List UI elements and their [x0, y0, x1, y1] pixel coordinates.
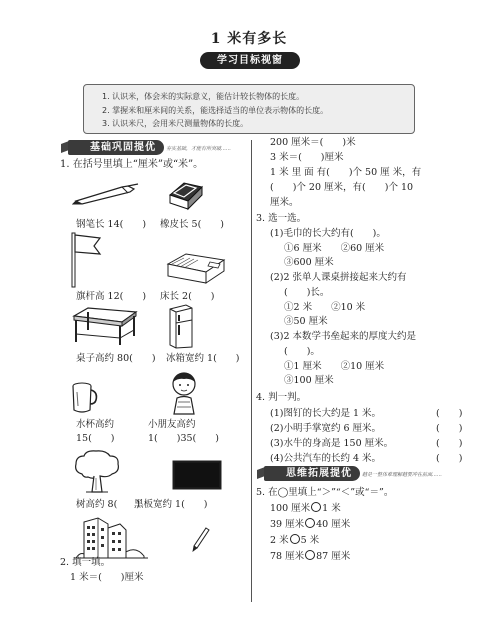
- q3-line: (1)毛巾的长大约有( )。: [270, 228, 386, 239]
- tree-image: [72, 450, 122, 494]
- q3-option: ③100 厘米: [284, 375, 334, 386]
- cup-image: [70, 380, 98, 414]
- q2-line: 厘米。: [270, 197, 299, 208]
- objective-item: 1. 认识米，体会米的实际意义，能估计较长物体的长度。: [102, 92, 305, 101]
- q1-item-child: 小朋友高约: [148, 419, 196, 430]
- q5-row: [270, 534, 319, 548]
- compare-circle[interactable]: [290, 534, 300, 544]
- q1-item-bed: 床长 2( ): [160, 291, 215, 302]
- q5-left: 100 厘米: [270, 503, 311, 514]
- table-image: [72, 306, 138, 346]
- q4-statement: (1)图钉的长大约是 1 米。: [270, 408, 382, 419]
- q3-option: ①2 米 ②10 米: [284, 302, 366, 313]
- q4-statement: (4)公共汽车的长约 4 米。: [270, 453, 382, 464]
- q3-option: ①6 厘米 ②60 厘米: [284, 243, 385, 254]
- objectives-banner: 学习目标视窗: [200, 52, 300, 69]
- column-divider: [251, 140, 252, 602]
- section1-header: [60, 140, 250, 156]
- q3-line: ( )。: [284, 346, 320, 357]
- q1-item-child-answer: 1( )35( ): [148, 433, 219, 444]
- q2-line: 1 米 里 面 有( )个 50 厘 米，有: [270, 167, 422, 178]
- q2-line: ( )个 20 厘米，有( )个 10: [270, 182, 414, 193]
- objective-item: 2. 掌握米和厘米间的关系，能选择适当的单位表示物体的长度。: [102, 105, 329, 115]
- q1-item-table: 桌子高约 80( ): [76, 353, 156, 364]
- section2-subtitle: 越是一整体难理解越要冲在前面……: [362, 472, 443, 478]
- q2-line: 1 米＝( )厘米: [70, 572, 144, 583]
- q1-item-eraser: 橡皮长 5( ): [160, 219, 224, 230]
- q5-heading: 5. 在◯里填上“＞”“＜”或“＝”。: [256, 487, 394, 498]
- q5-right: 5 米: [300, 535, 320, 546]
- q2-line: 200 厘米＝( )米: [270, 137, 356, 148]
- q4-statement: (3)水牛的身高是 150 厘米。: [270, 438, 394, 449]
- q4-answer-paren: ( ): [436, 423, 463, 434]
- objective-item: 3. 认识米尺，会用米尺测量物体的长度。: [102, 119, 249, 128]
- blackboard-image: [172, 460, 222, 490]
- compare-circle[interactable]: [305, 518, 315, 528]
- flagpole-image: [70, 232, 102, 288]
- q1-item-blackboard: 黑板宽约 1( ): [134, 499, 208, 510]
- q1-item-cup-answer: 15( ): [76, 433, 115, 444]
- q4-heading: 4. 判一判。: [256, 392, 307, 403]
- q5-row: [270, 518, 350, 532]
- q3-option: ③50 厘米: [284, 316, 328, 327]
- q2-line: 3 米＝( )厘米: [270, 152, 344, 163]
- q5-left: 2 米: [270, 535, 289, 546]
- q3-option: ③600 厘米: [284, 257, 334, 268]
- q5-row: [270, 550, 350, 564]
- section2-header: [256, 466, 446, 482]
- building-image: [74, 512, 148, 560]
- q3-heading: 3. 选一选。: [256, 213, 307, 224]
- q1-item-cup: 水杯高约: [76, 419, 115, 430]
- q3-line: (2)2 张单人课桌拼接起来大约有: [270, 272, 407, 283]
- q3-line: ( )长。: [284, 287, 330, 298]
- bed-image: [164, 250, 228, 284]
- q4-answer-paren: ( ): [436, 408, 463, 419]
- q5-left: 78 厘米: [270, 551, 305, 562]
- compare-circle[interactable]: [305, 550, 315, 560]
- q4-answer-paren: ( ): [436, 453, 463, 464]
- q1-item-flagpole: 旗杆高 12( ): [76, 291, 147, 302]
- pen-image: [72, 183, 142, 205]
- section1-subtitle: 夯实基础，才能有所突破……: [166, 146, 232, 152]
- fridge-image: [168, 303, 194, 349]
- q1-item-fridge: 冰箱宽约 1( ): [166, 353, 240, 364]
- q2-heading: 2. 填一填。: [60, 557, 111, 568]
- q4-statement: (2)小明手掌宽约 6 厘米。: [270, 423, 382, 434]
- objectives-box: [83, 84, 415, 134]
- q1-item-pen: 钢笔长 14( ): [76, 219, 147, 230]
- compare-circle[interactable]: [311, 502, 321, 512]
- q1-item-tree: 树高约 8( ): [76, 499, 140, 510]
- pencil-image: [192, 526, 210, 552]
- q4-answer-paren: ( ): [436, 438, 463, 449]
- q5-right: 87 厘米: [316, 551, 351, 562]
- q3-option: ①1 厘米 ②10 厘米: [284, 361, 385, 372]
- section1-banner: 基础巩固提优: [68, 140, 164, 155]
- q1-heading: 1. 在括号里填上“厘米”或“米”。: [60, 159, 204, 170]
- eraser-image: [166, 177, 206, 211]
- child-image: [166, 372, 202, 416]
- q5-left: 39 厘米: [270, 519, 305, 530]
- q3-line: (3)2 本数学书垒起来的厚度大约是: [270, 331, 417, 342]
- section2-banner: 思维拓展提优: [264, 466, 360, 481]
- page-title: 1 米有多长: [210, 31, 288, 47]
- q5-right: 1 米: [322, 503, 341, 514]
- q5-right: 40 厘米: [316, 519, 351, 530]
- q5-row: [270, 502, 341, 516]
